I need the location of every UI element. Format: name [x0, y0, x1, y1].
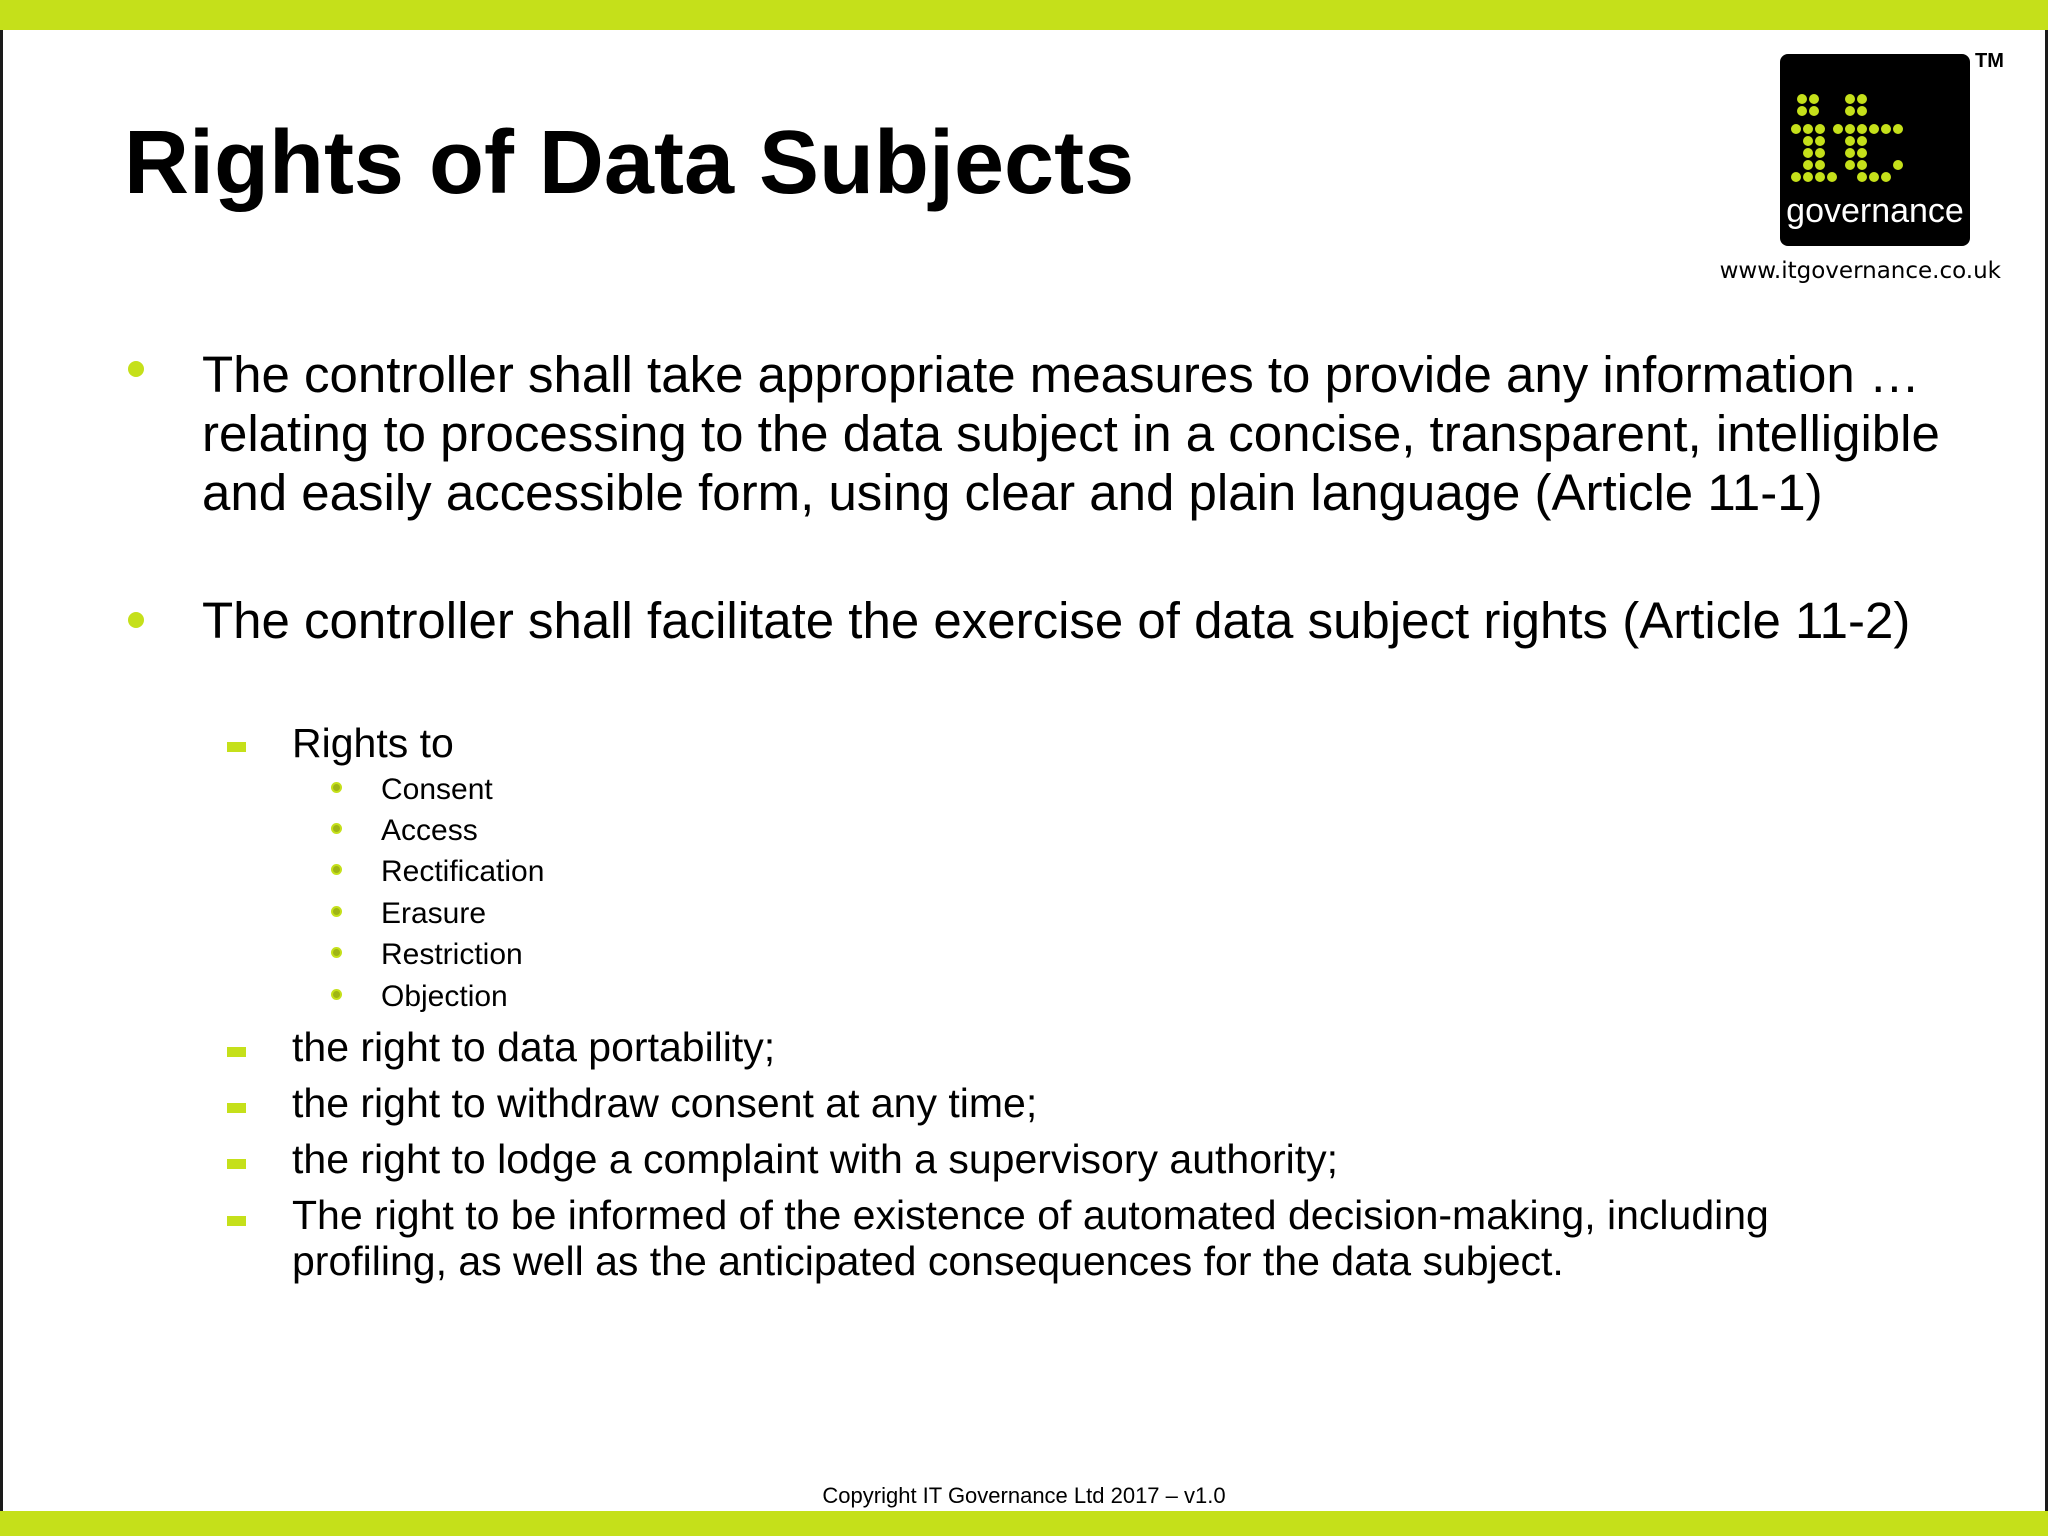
sub-bullet-text: the right to withdraw consent at any time;	[292, 1080, 1038, 1126]
sub-bullet-marker	[227, 1216, 246, 1226]
sub-sub-bullet-marker	[331, 989, 342, 1000]
top-accent-bar	[0, 0, 2048, 30]
sub-bullet-text: the right to data portability;	[292, 1024, 776, 1070]
trademark-mark: TM	[1975, 50, 2004, 72]
company-url: www.itgovernance.co.uk	[1719, 258, 2001, 284]
sub-sub-bullet-marker	[331, 906, 342, 917]
sub-sub-bullet-marker	[331, 823, 342, 834]
sub-bullet-marker	[227, 1047, 246, 1057]
right-item-erasure: Erasure	[381, 897, 487, 930]
sub-bullet-text: Rights to	[292, 720, 454, 766]
right-item-restriction: Restriction	[381, 938, 523, 971]
logo-wordmark: governance	[1786, 192, 1964, 230]
main-bullet-text: The controller shall take appropriate measures to provide any information … relating to processing to the data subject in a concise, transparent, intelligible and easily accessible form, using clear and plain language (Article 11-1)	[202, 346, 1940, 521]
sub-bullet-marker	[227, 1103, 246, 1113]
sub-sub-bullet-marker	[331, 947, 342, 958]
copyright-footer: Copyright IT Governance Ltd 2017 – v1.0	[822, 1483, 1226, 1508]
it-governance-logo	[1780, 54, 1970, 246]
bullet-marker	[128, 361, 144, 377]
it-dots-icon	[1780, 54, 1970, 194]
sub-bullet-marker	[227, 742, 246, 752]
bullet-marker	[128, 612, 144, 628]
slide-border-left	[0, 0, 3, 1536]
right-item-consent: Consent	[381, 773, 493, 806]
main-bullet-text: The controller shall facilitate the exercise of data subject rights (Article 11-2)	[202, 592, 1911, 649]
sub-bullet-text: The right to be informed of the existence of automated decision-making, including profiling, as well as the anticipated consequences for the data subject.	[292, 1192, 1769, 1284]
right-item-access: Access	[381, 814, 478, 847]
bottom-accent-bar	[0, 1511, 2048, 1536]
slide-title: Rights of Data Subjects	[124, 113, 1135, 213]
sub-bullet-marker	[227, 1159, 246, 1169]
right-item-objection: Objection	[381, 980, 508, 1013]
right-item-rectification: Rectification	[381, 855, 545, 888]
sub-sub-bullet-marker	[331, 782, 342, 793]
sub-bullet-text: the right to lodge a complaint with a supervisory authority;	[292, 1136, 1339, 1182]
sub-sub-bullet-marker	[331, 864, 342, 875]
